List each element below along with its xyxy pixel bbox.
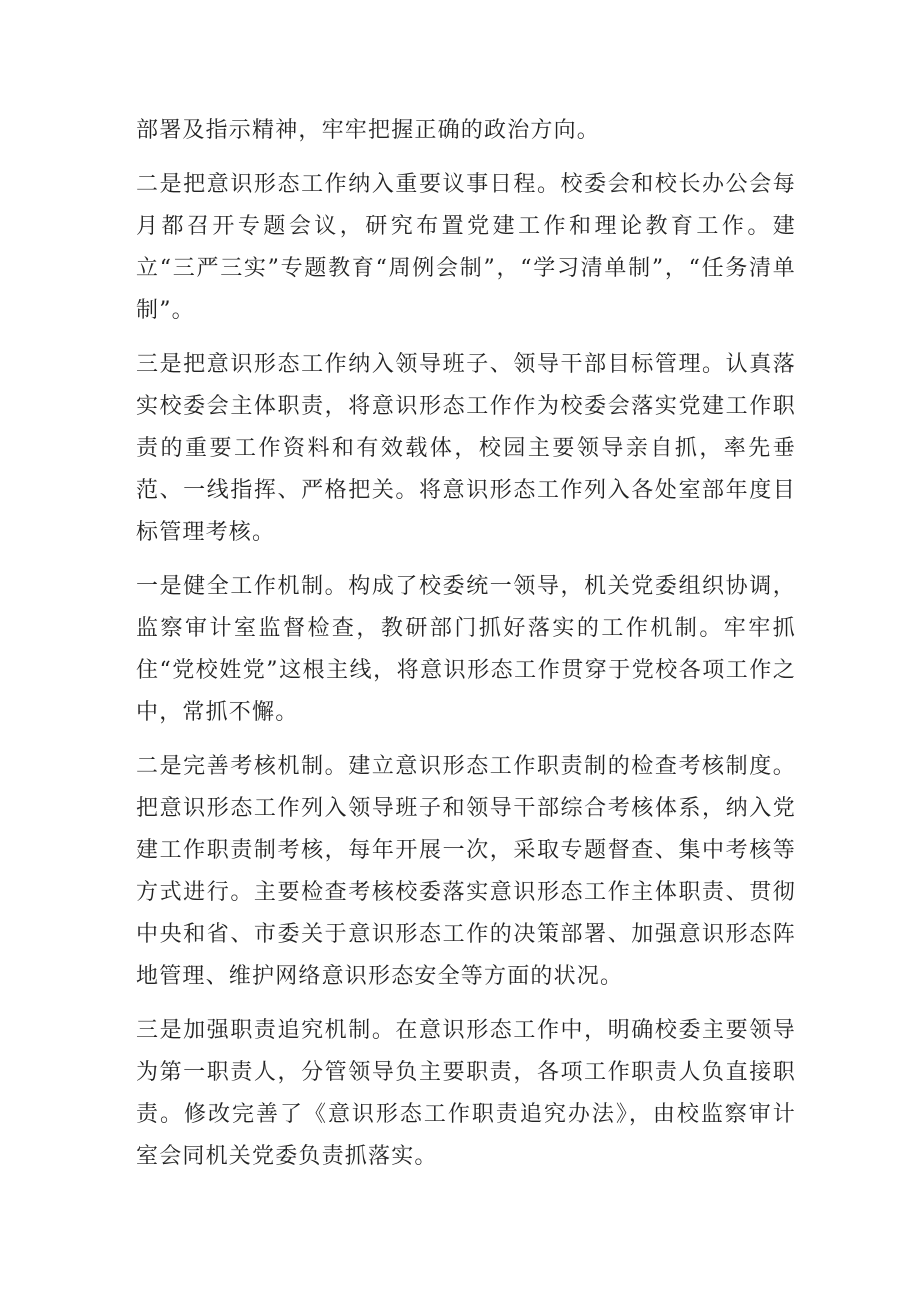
paragraph-5: 二是完善考核机制。建立意识形态工作职责制的检查考核制度。把意识形态工作列入领导班子和领导干部综合考核体系，纳入党建工作职责制考核，每年开展一次，采取专题督查、集中考核等方式进行。主要检查考核校委落实意识形态工作主体职责、贯彻中央和省、市委关于意识形态工作的决策部署、加强意识形态阵地管理、维护网络意识形态安全等方面的状况。 [136,754,796,989]
paragraph-6: 三是加强职责追究机制。在意识形态工作中，明确校委主要领导为第一职责人，分管领导负主要职责，各项工作职责人负直接职责。修改完善了《意识形态工作职责追究办法》，由校监察审计室会同机关党委负责抓落实。 [136,1018,796,1169]
paragraph-4: 一是健全工作机制。构成了校委统一领导，机关党委组织协调，监察审计室监督检查，教研部门抓好落实的工作机制。牢牢抓住“党校姓党”这根主线，将意识形态工作贯穿于党校各项工作之中，常抓不懈。 [136,574,796,725]
paragraph-1: 部署及指示精神，牢牢把握正确的政治方向。 [136,118,601,143]
document-body [136,110,796,1190]
paragraph-3: 三是把意识形态工作纳入领导班子、领导干部目标管理。认真落实校委会主体职责，将意识形态工作作为校委会落实党建工作职责的重要工作资料和有效载体，校园主要领导亲自抓，率先垂范、一线指挥、严格把关。将意识形态工作列入各处室部年度目标管理考核。 [136,352,796,545]
paragraph-2: 二是把意识形态工作纳入重要议事日程。校委会和校长办公会每月都召开专题会议，研究布置党建工作和理论教育工作。建立“三严三实”专题教育“周例会制”，“学习清单制”，“任务清单制”。 [136,172,796,323]
